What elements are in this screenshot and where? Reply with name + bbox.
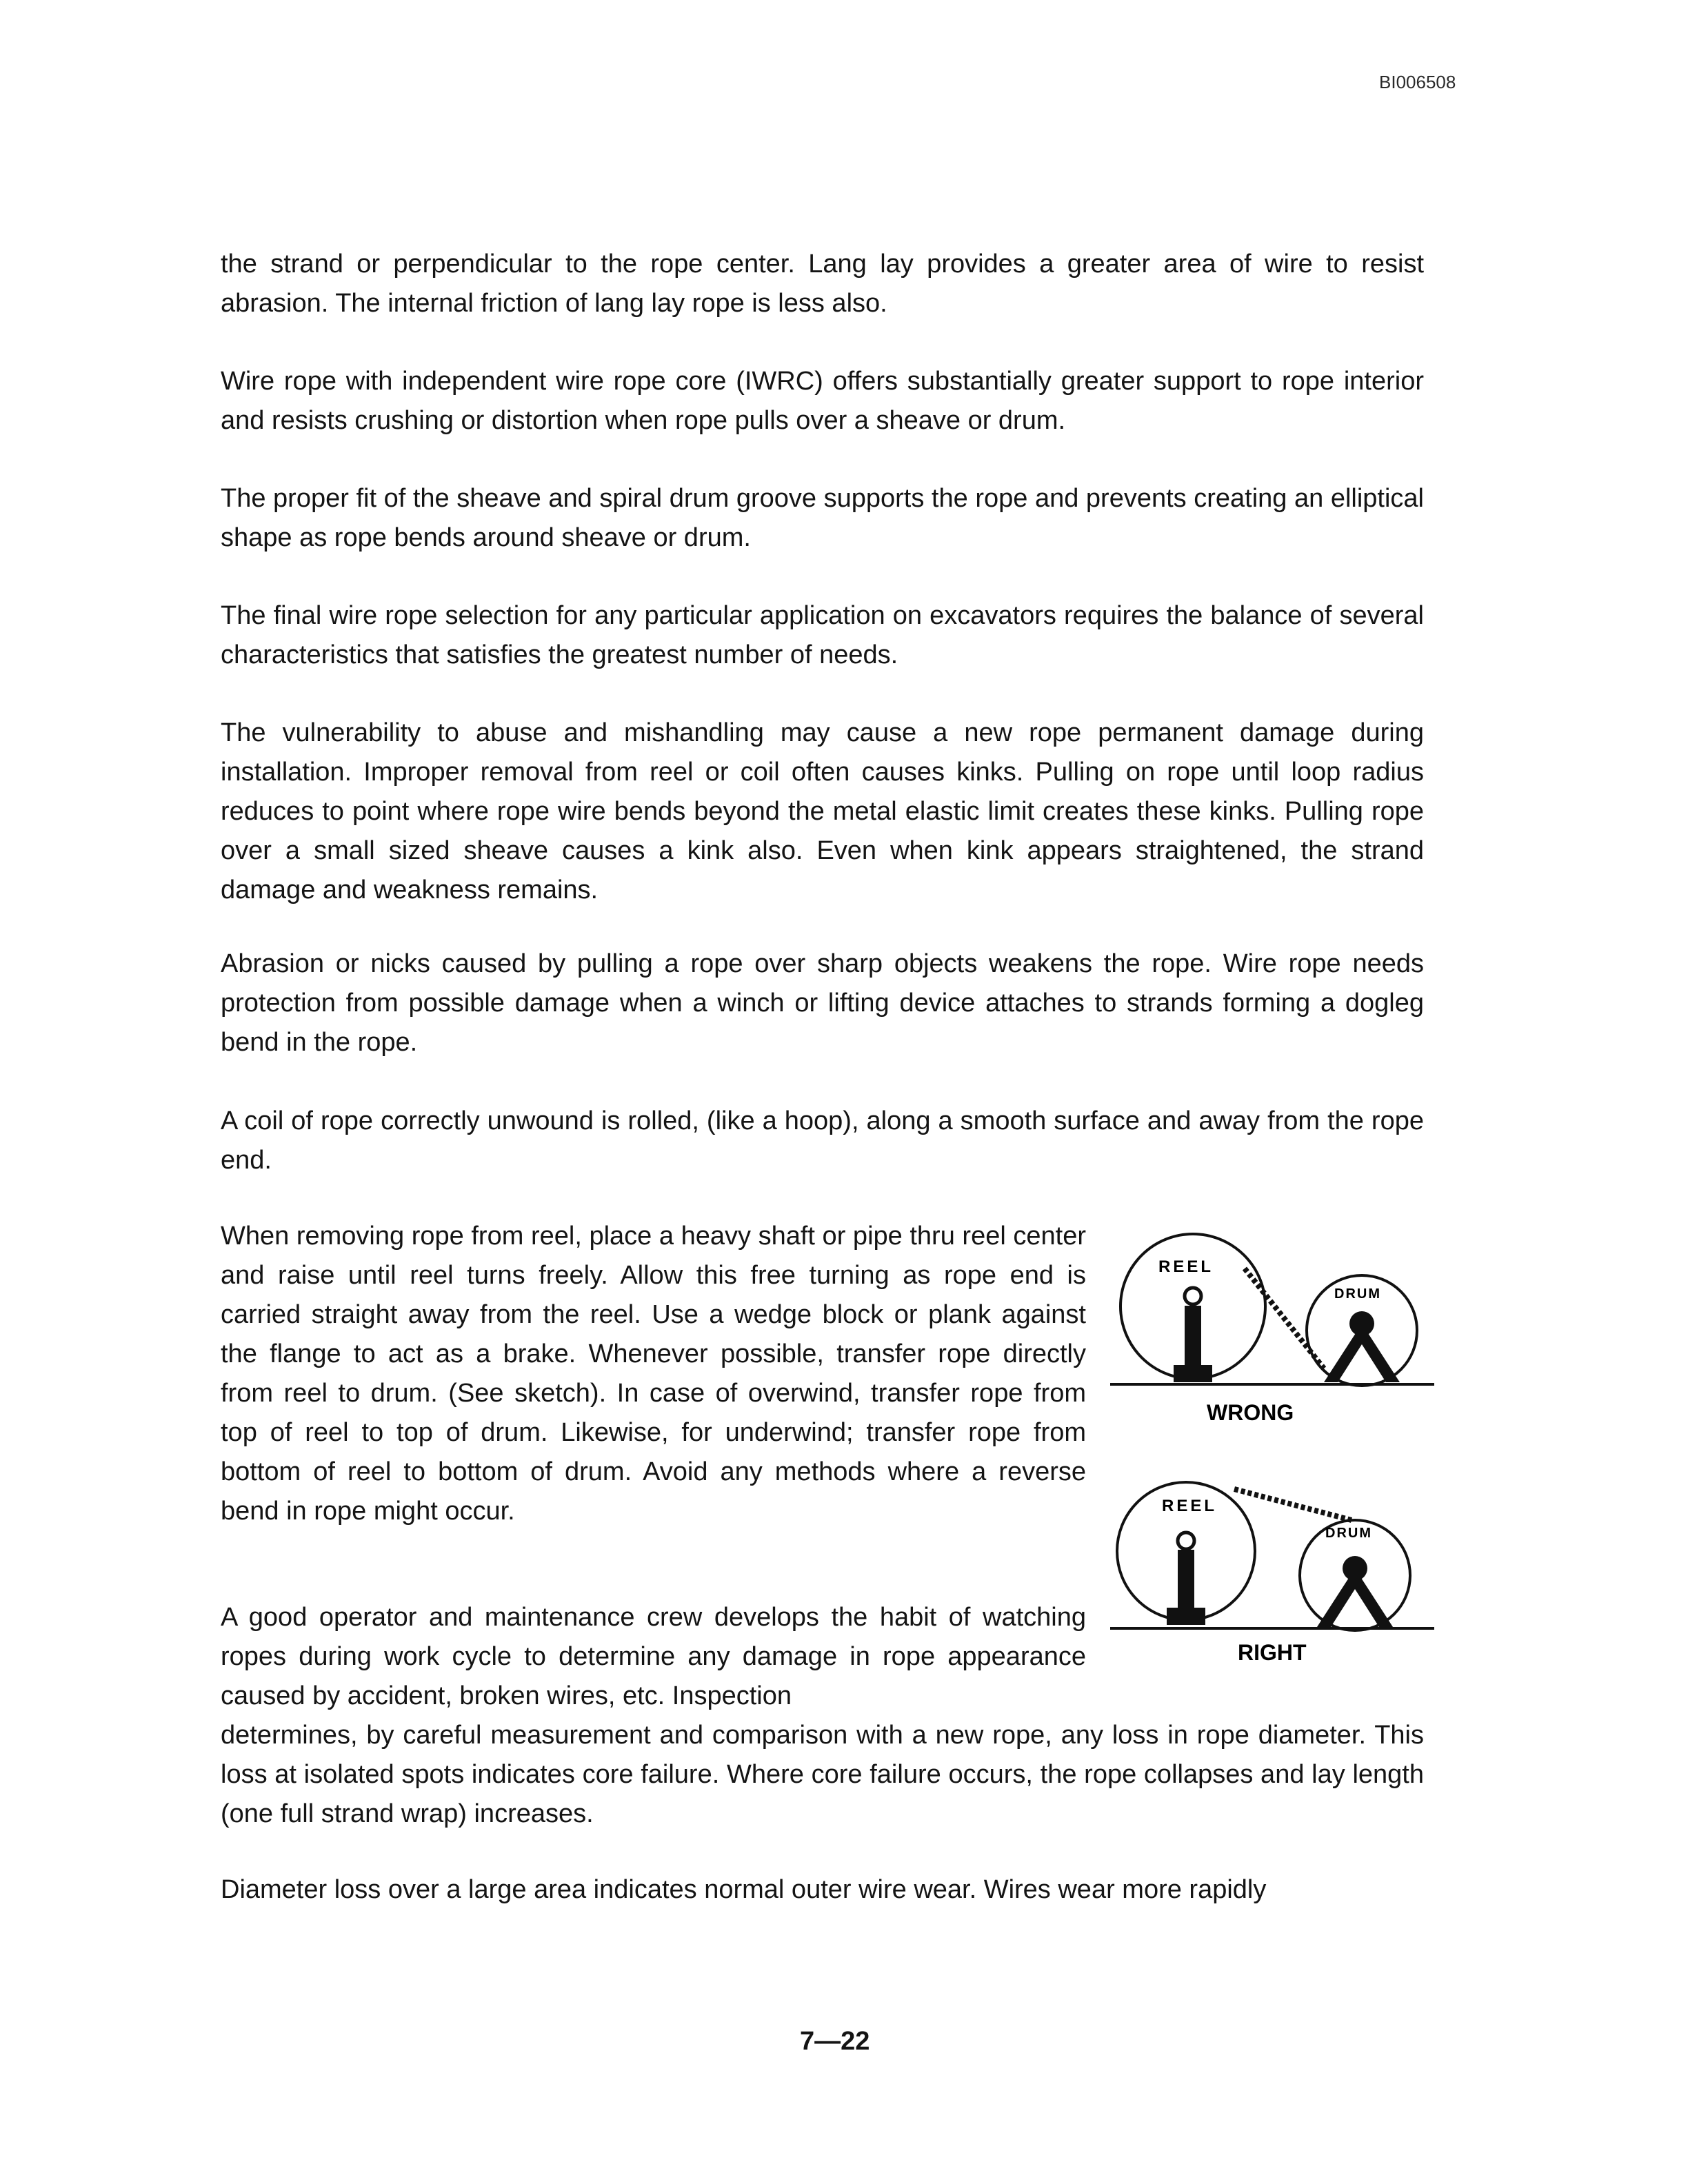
paragraph-inspection-cont: determines, by careful measurement and comparison with a new rope, any loss in rope diameter. This loss at isolated spots indicates core failure. Where core failure occurs, the rope collapses and lay length (one full strand wrap) increases. bbox=[221, 1721, 1424, 1828]
right-drum-label: DRUM bbox=[1325, 1526, 1372, 1541]
paragraph-reel-removal: When removing rope from reel, place a heavy shaft or pipe thru reel center and raise until reel turns freely. Allow this free turning as rope end is carried straight away from the reel. Use a wedge block or plank against the flange to act as a brake. Whenever possible, transfer rope directly from reel to drum. (See sketch). In case of overwind, transfer rope from top of reel to top of drum. Likewise, for underwind; transfer rope from bottom of reel to bottom of drum. Avoid any methods where a reverse bend in rope might occur. bbox=[221, 1222, 1086, 1526]
paragraph-abrasion: Abrasion or nicks caused by pulling a rope over sharp objects weakens the rope. Wire rope needs protection from possible damage when a winch or lifting device attaches to strands forming a dogleg bend in the rope. bbox=[221, 949, 1424, 1057]
right-diagram bbox=[1110, 1482, 1434, 1665]
paragraph-lang-lay: the strand or perpendicular to the rope center. Lang lay provides a greater area of wire to resist abrasion. The internal friction of lang lay rope is less also. bbox=[221, 250, 1424, 318]
right-caption: RIGHT bbox=[1238, 1640, 1307, 1665]
paragraph-rope-selection: The final wire rope selection for any particular application on excavators requires the balance of several characteristics that satisfies the greatest number of needs. bbox=[221, 601, 1424, 669]
paragraph-sheave-fit: The proper fit of the sheave and spiral drum groove supports the rope and prevents creating an elliptical shape as rope bends around sheave or drum. bbox=[221, 484, 1424, 552]
paragraph-coil: A coil of rope correctly unwound is rolled, (like a hoop), along a smooth surface and away from the rope end. bbox=[221, 1106, 1424, 1175]
paragraph-vulnerability: The vulnerability to abuse and mishandling may cause a new rope permanent damage during installation. Improper removal from reel or coil often causes kinks. Pulling on rope until loop radius reduces to point where rope wire bends beyond the metal elastic limit creates these kinks. Pulling rope over a small sized sheave causes a kink also. Even when kink appears straightened, the strand damage and weakness remains. bbox=[221, 718, 1424, 904]
paragraph-diameter-loss: Diameter loss over a large area indicates normal outer wire wear. Wires wear more rapidly bbox=[221, 1875, 1267, 1904]
right-reel-label: REEL bbox=[1162, 1497, 1218, 1515]
wrong-caption: WRONG bbox=[1207, 1400, 1294, 1425]
page-number: 7—22 bbox=[800, 2027, 870, 2056]
paragraph-inspection-start: A good operator and maintenance crew develops the habit of watching ropes during work cycle to determine any damage in rope appearance caused by accident, broken wires, etc. Inspection bbox=[221, 1603, 1086, 1710]
wrong-diagram bbox=[1110, 1234, 1434, 1425]
document-id: BI006508 bbox=[1379, 72, 1456, 92]
paragraph-iwrc: Wire rope with independent wire rope core (IWRC) offers substantially greater support to rope interior and resists crushing or distortion when rope pulls over a sheave or drum. bbox=[221, 367, 1424, 435]
wrong-reel-label: REEL bbox=[1158, 1257, 1214, 1276]
wrong-drum-label: DRUM bbox=[1334, 1286, 1381, 1302]
reel-drum-sketch bbox=[1110, 1220, 1434, 1689]
